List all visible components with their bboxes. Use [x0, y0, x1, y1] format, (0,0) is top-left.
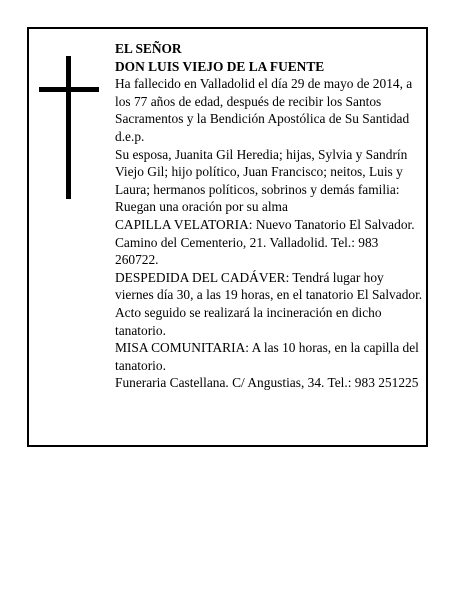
notice-body: [115, 40, 425, 392]
cross-vertical-bar: [66, 56, 71, 199]
funeral-home-info: Funeraria Castellana. C/ Angustias, 34. Tel.: 983 251225: [115, 375, 419, 391]
prayer-request: Ruegan una oración por su alma: [115, 199, 288, 215]
cross-icon: [39, 56, 99, 199]
deceased-name: DON LUIS VIEJO DE LA FUENTE: [115, 58, 325, 74]
death-announcement: Ha fallecido en Valladolid el día 29 de mayo de 2014, a los 77 años de edad, después de recibir los Santos Sacramentos y la Bendición Apostólica de Su Santidad d.e.p.: [115, 76, 413, 144]
notice-title-line-1: EL SEÑOR: [115, 41, 182, 56]
family-list: Su esposa, Juanita Gil Heredia; hijas, Sylvia y Sandrín Viejo Gil; hijo político, Juan Francisco; neitos, Luis y Laura; hermanos políticos, sobrinos y demás familia:: [115, 146, 408, 197]
cross-horizontal-bar: [39, 87, 99, 92]
mass-info: MISA COMUNITARIA: A las 10 horas, en la capilla del tanatorio.: [115, 340, 419, 373]
chapel-info: CAPILLA VELATORIA: Nuevo Tanatorio El Salvador. Camino del Cementerio, 21. Valladolid. Tel.: 983 260722.: [115, 216, 415, 268]
farewell-info: DESPEDIDA DEL CADÁVER: Tendrá lugar hoy viernes día 30, a las 19 horas, en el tanatorio El Salvador. Acto seguido se realizará la incineración en dicho tanatorio.: [115, 269, 423, 338]
obituary-notice: [27, 27, 428, 447]
